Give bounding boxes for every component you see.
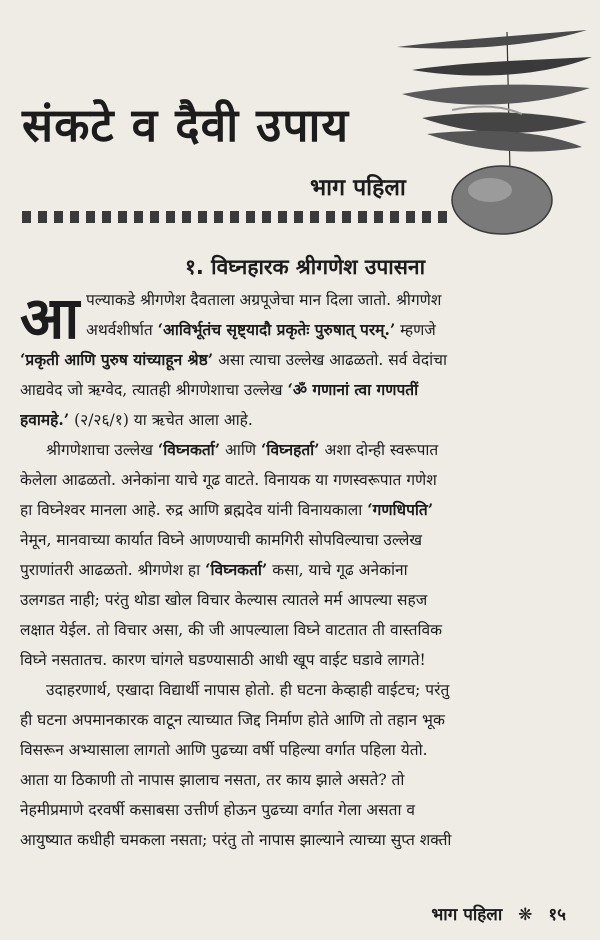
drop-cap: आ	[20, 284, 80, 352]
text-segment: हवामहे.’	[20, 410, 70, 429]
dotted-divider	[22, 211, 452, 223]
text-segment: ही घटना अपमानकारक वाटून त्याच्यात जिद्द निर्माण होते आणि तो तहान भूक	[20, 711, 445, 729]
page-footer	[431, 902, 566, 925]
text-segment: ‘प्रकृती आणि पुरुष यांच्याहून श्रेष्ठ’	[20, 350, 214, 369]
text-segment: नेमून, मानवाच्या कार्यात विघ्ने आणण्याची कामगिरी सोपविल्याचा उल्लेख	[20, 531, 423, 549]
paragraph	[20, 675, 580, 855]
text-line	[20, 555, 580, 585]
text-line	[20, 525, 580, 555]
text-segment: आयुष्यात कधीही चमकला नसता; परंतु तो नापास झाल्याने त्याच्या सुप्त शक्ती	[20, 831, 452, 849]
text-segment: ‘विघ्नहर्ता’	[261, 440, 320, 459]
text-segment: आता या ठिकाणी तो नापास झालाच नसता, तर काय झाले असते? तो	[20, 771, 405, 789]
text-line	[20, 615, 580, 645]
text-line	[20, 285, 580, 315]
text-line	[20, 465, 580, 495]
text-segment: श्रीगणेशाचा उल्लेख	[46, 441, 158, 459]
text-segment: उलगडत नाही; परंतु थोडा खोल विचार केल्यास त्यातले मर्म आपल्या सहज	[20, 591, 428, 609]
text-segment: लक्षात येईल. तो विचार असा, की जी आपल्याला विघ्ने वाटतात ती वास्तविक	[20, 621, 443, 639]
text-segment: अशा दोन्ही स्वरूपात	[319, 441, 439, 459]
text-segment: अथर्वशीर्षात	[86, 321, 158, 339]
text-line	[20, 795, 580, 825]
text-line	[20, 645, 580, 675]
text-line	[20, 435, 580, 465]
chapter-title: संकटे व दैवी उपाय	[22, 98, 350, 152]
section-heading: १. विघ्नहारक श्रीगणेश उपासना	[184, 255, 426, 279]
text-line	[20, 585, 580, 615]
body-text	[20, 285, 580, 855]
text-segment: (२/२६/१) या ऋचेत आला आहे.	[69, 411, 253, 429]
text-segment: कसा, याचे गूढ अनेकांना	[267, 561, 408, 579]
text-line	[20, 735, 580, 765]
ornament-icon: ❋	[518, 905, 533, 925]
text-segment: नेहमीप्रमाणे दरवर्षी कसाबसा उत्तीर्ण होऊन पुढच्या वर्गात गेला असता व	[20, 801, 416, 819]
text-line	[20, 675, 580, 705]
text-line	[20, 315, 580, 345]
text-segment: विसरून अभ्यासाला लागतो आणि पुढच्या वर्षी पहिल्या वर्गात पहिला येतो.	[20, 741, 428, 759]
paragraph	[20, 435, 580, 675]
footer-section-label: भाग पहिला	[431, 905, 503, 925]
text-segment: म्हणजे	[395, 321, 436, 339]
text-line	[20, 495, 580, 525]
text-segment: पुराणांतरी आढळतो. श्रीगणेश हा	[20, 561, 206, 579]
page-number: १५	[548, 905, 566, 925]
text-segment: ‘ॐ गणानां त्वा गणपतीं	[287, 380, 419, 399]
text-segment: ‘आविर्भूतंच सृष्ट्यादौ प्रकृतेः पुरुषात् परम्.’	[157, 320, 396, 339]
text-segment: ‘विघ्नकर्ता’	[157, 440, 221, 459]
paragraph	[20, 285, 580, 435]
text-line	[20, 765, 580, 795]
text-segment: आद्यवेद जो ऋग्वेद, त्यातही श्रीगणेशाचा उल्लेख	[20, 381, 288, 399]
text-segment: ‘गणधिपति’	[367, 500, 434, 519]
text-line	[20, 705, 580, 735]
text-line	[20, 825, 580, 855]
text-segment: विघ्ने नसतातच. कारण चांगले घडण्यासाठी आधी खूप वाईट घडावे लागते!	[20, 651, 426, 669]
part-label: भाग पहिला	[310, 175, 406, 201]
chillies-and-lemon-illustration	[392, 22, 597, 237]
text-line	[20, 405, 580, 435]
text-segment: ‘विघ्नकर्ता’	[205, 560, 268, 579]
text-segment: पल्याकडे श्रीगणेश दैवताला अग्रपूजेचा मान दिला जातो. श्रीगणेश	[86, 291, 442, 309]
text-line	[20, 345, 580, 375]
text-segment: आणि	[220, 441, 262, 459]
text-segment: उदाहरणार्थ, एखादा विद्यार्थी नापास होतो. ही घटना केव्हाही वाईटच; परंतु	[46, 681, 450, 699]
text-segment: केलेला आढळतो. अनेकांना याचे गूढ वाटते. विनायक या गणस्वरूपात गणेश	[20, 471, 437, 489]
text-line	[20, 375, 580, 405]
text-segment: असा त्याचा उल्लेख आढळतो. सर्व वेदांचा	[213, 351, 448, 369]
text-segment: हा विघ्नेश्वर मानला आहे. रुद्र आणि ब्रह्मदेव यांनी विनायकाला	[20, 501, 368, 519]
